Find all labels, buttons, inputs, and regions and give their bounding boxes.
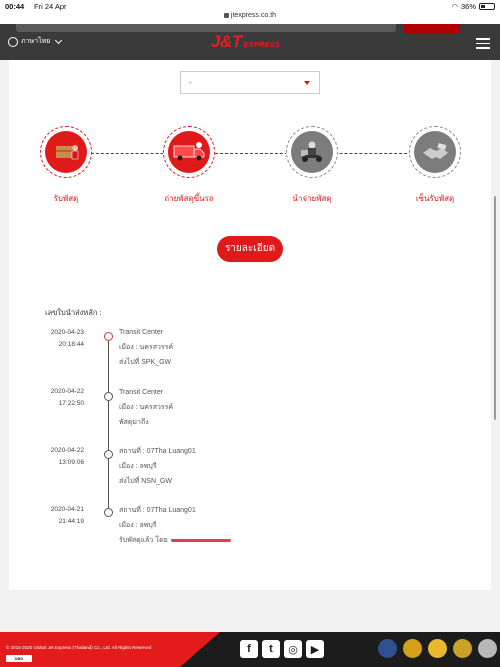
event-details [119, 503, 231, 548]
language-selector[interactable] [8, 36, 61, 47]
tracking-number-label: เลขใบนำส่งหลัก : [45, 308, 102, 317]
battery-icon [479, 3, 495, 10]
event-line-1: Transit Center [119, 329, 164, 336]
url-bar[interactable] [0, 12, 500, 24]
event-details [119, 325, 173, 370]
progress-connector [66, 153, 432, 154]
event-datetime [24, 327, 84, 351]
event-date: 2020-04-21 [50, 506, 84, 513]
event-line-3: พัสดุมาถึง [119, 419, 149, 426]
step-signed [409, 126, 461, 178]
step-label-load: ถ่ายพัสดุขึ้นรถ [164, 194, 214, 203]
social-links [240, 640, 324, 658]
certification-badges [378, 639, 497, 658]
event-line-1: สถานที่ : 07Tha Luang01 [119, 448, 196, 455]
chevron-down-icon [55, 36, 62, 43]
event-details [119, 444, 196, 489]
timeline-dot [104, 392, 113, 401]
twitter-icon[interactable]: t [262, 640, 280, 658]
hamburger-menu-icon[interactable] [476, 38, 490, 49]
instagram-icon[interactable]: ◎ [284, 640, 302, 658]
courier-scooter-icon [297, 140, 327, 164]
step-parcel-pickup [40, 126, 92, 178]
footer-diagonal [180, 632, 220, 667]
logo-sub: EXPRESS [243, 42, 281, 49]
event-line-3: รับพัสดุแล้ว โดย [119, 537, 168, 544]
step-out-for-delivery [286, 126, 338, 178]
step-label-signed: เซ็นรับพัสดุ [415, 194, 455, 203]
header-search-bar[interactable] [16, 24, 396, 32]
shipment-select[interactable] [180, 71, 320, 94]
scroll-indicator[interactable] [494, 196, 496, 420]
award-badge-icon[interactable] [403, 639, 422, 658]
event-time: 21:44:19 [58, 518, 84, 525]
event-line-1: Transit Center [119, 389, 164, 396]
event-line-2: เมือง : ลพบุรี [119, 463, 157, 470]
step-load-truck [163, 126, 215, 178]
event-line-3: ส่งไปที่ NSN_GW [119, 478, 172, 485]
event-line-2: เมือง : นครสวรรค์ [119, 344, 174, 351]
event-time: 17:22:50 [58, 400, 84, 407]
event-datetime [24, 504, 84, 528]
event-line-1: สถานที่ : 07Tha Luang01 [119, 507, 196, 514]
facebook-icon[interactable]: f [240, 640, 258, 658]
shipment-select-value: - [189, 78, 192, 87]
event-line-2: เมือง : ลพบุรี [119, 522, 157, 529]
status-bar [0, 0, 500, 12]
award-badge-icon[interactable] [428, 639, 447, 658]
battery-fill [481, 5, 485, 8]
wifi-icon: ◠ [451, 2, 458, 11]
header-search-button[interactable] [404, 24, 460, 34]
step-label-pickup: รับพัสดุ [53, 194, 79, 203]
event-datetime [24, 445, 84, 469]
timeline-dot [104, 508, 113, 517]
event-details [119, 385, 173, 430]
status-date: Fri 24 Apr [34, 2, 67, 11]
url-text: jtexpress.co.th [230, 12, 277, 19]
award-badge-icon[interactable] [453, 639, 472, 658]
globe-icon [8, 37, 18, 47]
certification-badge-icon[interactable] [378, 639, 397, 658]
event-line-2: เมือง : นครสวรรค์ [119, 404, 174, 411]
site-header [0, 24, 500, 60]
event-date: 2020-04-23 [50, 329, 84, 336]
event-line-3: ส่งไปที่ SPK_GW [119, 359, 172, 366]
parcel-pickup-icon [51, 141, 81, 163]
battery-percent: 36% [460, 2, 476, 11]
lock-icon [224, 13, 229, 18]
timeline-dot [104, 450, 113, 459]
redaction-scribble [171, 539, 231, 542]
event-date: 2020-04-22 [50, 447, 84, 454]
language-label: ภาษาไทย [21, 38, 51, 45]
logo-main: J&T [211, 32, 242, 51]
award-badge-icon[interactable] [478, 639, 497, 658]
timeline-dot [104, 332, 113, 341]
event-time: 20:18:44 [58, 341, 84, 348]
status-time: 00:44 [5, 2, 25, 11]
dbd-badge[interactable]: DBD [6, 655, 32, 662]
delivery-truck-icon [172, 141, 206, 163]
timeline-line [108, 336, 109, 512]
youtube-icon[interactable]: ▶ [306, 640, 324, 658]
event-datetime [24, 386, 84, 410]
status-right [451, 2, 495, 11]
event-time: 13:09:06 [58, 459, 84, 466]
handshake-signed-icon [420, 141, 450, 163]
caret-down-icon [304, 81, 310, 85]
step-label-delivery: นำจ่ายพัสดุ [292, 194, 332, 203]
details-button[interactable]: รายละเอียด [217, 236, 283, 262]
event-date: 2020-04-22 [50, 388, 84, 395]
jt-express-logo[interactable] [211, 32, 280, 52]
copyright-text: © 2015-2020 Global Jet Express (Thailand) Co., Ltd. All Rights Reserved [6, 645, 152, 650]
